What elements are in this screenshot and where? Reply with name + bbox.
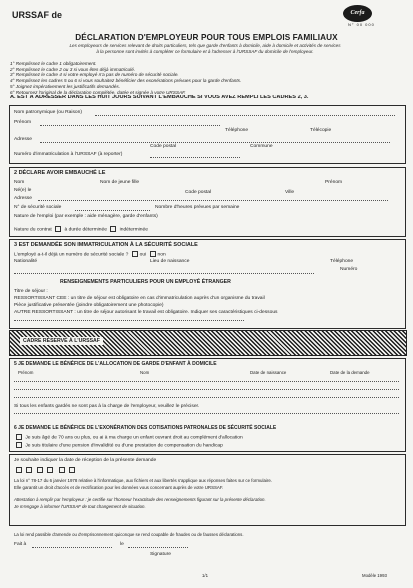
employee-postal-label: Code postal bbox=[185, 190, 212, 195]
employee-ssn-label: N° de sécurité sociale bbox=[14, 205, 62, 210]
exemption-2-text: Je suis titulaire d'une pension d'invalidité ou d'une prestation de compensation du handicap bbox=[25, 443, 223, 449]
commune-label: Commune bbox=[250, 144, 273, 149]
cdd-label: à durée déterminée bbox=[64, 227, 107, 233]
employee-city-label: Ville bbox=[285, 190, 295, 195]
birthdate-label: Né(e) le bbox=[14, 188, 32, 193]
cdd-checkbox[interactable] bbox=[55, 226, 61, 232]
frame-6-heading: 6 JE DEMANDE LE BÉNÉFICE DE L'EXONÉRATION DES COTISATIONS PATRONALES DE SÉCURITÉ SOCIALE bbox=[14, 425, 277, 431]
form-intro bbox=[30, 43, 380, 55]
exemption-1-checkbox[interactable] bbox=[16, 434, 22, 440]
childcare-note-field[interactable] bbox=[14, 413, 399, 414]
ssn-no-checkbox[interactable] bbox=[150, 251, 156, 257]
reserved-zone-label: CADRE RÉSERVÉ À L'URSSAF bbox=[20, 337, 103, 345]
address-label: Adresse bbox=[14, 137, 32, 142]
legal-warning: La loi rend passible d'amende ou d'emprisonnement quiconque se rend coupable de fraudes ou de fausses déclarations. bbox=[14, 532, 244, 537]
number-label: Numéro bbox=[340, 267, 358, 272]
cdi-checkbox[interactable] bbox=[110, 226, 116, 232]
existing-ssn-question bbox=[14, 251, 166, 257]
date-box[interactable] bbox=[69, 467, 75, 473]
exemption-option-1 bbox=[14, 434, 243, 440]
form-title: DÉCLARATION D'EMPLOYEUR POUR TOUS EMPLOIS FAMILIAUX bbox=[75, 33, 338, 42]
done-at-label: Fait à bbox=[14, 542, 27, 547]
childcare-note: Si tous les enfants gardés ne sont pas à la charge de l'employeur, veuillez le préciser. bbox=[14, 404, 200, 409]
employee-address-field[interactable] bbox=[38, 200, 388, 201]
column-last-name: Nom bbox=[140, 370, 150, 375]
employee-phone-label: Téléphone bbox=[330, 259, 354, 264]
name-label: Nom bbox=[14, 180, 25, 185]
instruction-item: 1° Remplissez le cadre 1 obligatoirement. bbox=[10, 61, 97, 66]
done-at-field[interactable] bbox=[32, 547, 112, 548]
nationality-label: Nationalité bbox=[14, 259, 38, 264]
org-name: URSSAF de bbox=[12, 10, 63, 20]
cdi-label: indéterminée bbox=[119, 227, 148, 233]
child-row-3[interactable] bbox=[14, 397, 399, 398]
exemption-1-text: Je suis âgé de 70 ans ou plus, ou ai à ma charge un enfant ouvrant droit au complément d'allocation bbox=[25, 435, 243, 441]
exemption-2-checkbox[interactable] bbox=[16, 442, 22, 448]
frame-2-heading: 2 DÉCLARE AVOIR EMBAUCHÉ LE bbox=[14, 170, 106, 176]
foreign-details-field[interactable] bbox=[14, 320, 244, 321]
ssn-yes-checkbox[interactable] bbox=[132, 251, 138, 257]
instruction-item: 6° Retournez l'original de la déclaration complétée, datée et signée à votre URSSAF. bbox=[10, 89, 186, 95]
given-name-label: Prénom bbox=[325, 180, 343, 185]
frame-3-heading: 3 EST DEMANDÉE SON IMMATRICULATION À LA SÉCURITÉ SOCIALE bbox=[14, 242, 198, 248]
date-box[interactable] bbox=[26, 467, 32, 473]
employer-name-label: Nom patronymique (ou Raison) bbox=[14, 110, 82, 115]
employee-ssn-field[interactable] bbox=[75, 210, 150, 211]
form-reference: Modèle 1993 bbox=[362, 573, 387, 578]
cerfa-number: N° 00 000 bbox=[348, 22, 375, 27]
instruction-item: 5° Joignez impérativement les justificatifs demandés. bbox=[10, 83, 120, 89]
reserved-hatched-zone bbox=[9, 330, 407, 356]
exemption-option-2 bbox=[14, 442, 223, 448]
page-number: 1/1 bbox=[202, 573, 208, 578]
date-box[interactable] bbox=[59, 467, 65, 473]
address-field[interactable] bbox=[40, 142, 390, 143]
frame-5-heading: 5 JE DEMANDE LE BÉNÉFICE DE L'ALLOCATION DE GARDE D'ENFANT À DOMICILE bbox=[14, 361, 217, 367]
birthplace-label: Lieu de naissance bbox=[150, 259, 190, 264]
instruction-item: 4° Remplissez les cadres 5 ou 6 si vous souhaitez bénéficier des exonérations prévues pour la garde d'enfants. bbox=[10, 78, 242, 84]
child-row-2[interactable] bbox=[14, 389, 399, 390]
ssn-yes-label: oui bbox=[139, 252, 147, 258]
foreign-other-text: AUTRE RESSORTISSANT : un titre de séjour autorisant le travail est obligatoire. Indiquer ses caractéristiques ci-dessous bbox=[14, 310, 278, 315]
attestation-1: Attestation à remplir par l'employeur : je certifie sur l'honneur l'exactitude des renseignements figurant sur la présente déclaration. bbox=[14, 497, 266, 502]
legal-text-1: La loi n° 78-17 du 6 janvier 1978 relative à l'informatique, aux fichiers et aux libertés s'applique aux réponses faites sur ce formulaire. bbox=[14, 478, 272, 483]
child-row-1[interactable] bbox=[14, 381, 399, 382]
date-box[interactable] bbox=[47, 467, 53, 473]
date-label: le bbox=[120, 542, 124, 547]
frame-6-box bbox=[9, 454, 406, 526]
maiden-name-label: Nom de jeune fille bbox=[100, 180, 140, 185]
instruction-item: 2° Remplissez le cadre 2 ou 3 si vous êtes déjà immatriculé. bbox=[10, 66, 136, 72]
column-first-name: Prénom bbox=[18, 370, 34, 375]
urssaf-number-label: Numéro d'immatriculation à l'URSSAF (à reporter) bbox=[14, 152, 123, 157]
legal-text-2: Elle garantit un droit d'accès et de rectification pour les données vous concernant auprès de votre URSSAF. bbox=[14, 485, 224, 490]
foreign-eec-text: RESSORTISSANT CEE : un titre de séjour est obligatoire en cas d'immatriculation auprès d'un organisme du travail bbox=[14, 296, 265, 301]
date-box[interactable] bbox=[37, 467, 43, 473]
employer-name-field[interactable] bbox=[95, 115, 395, 116]
instructions-list bbox=[10, 61, 400, 101]
job-nature-label: Nature de l'emploi (par exemple : aide ménagère, garde d'enfants) bbox=[14, 214, 158, 219]
foreigner-banner: RENSEIGNEMENTS PARTICULIERS POUR UN EMPLOYÉ ÉTRANGER bbox=[60, 279, 231, 285]
foreign-document-text: Pièce justificative présentée (joindre obligatoirement une photocopie) bbox=[14, 303, 164, 308]
foreign-permit-label: Titre de séjour : bbox=[14, 289, 48, 294]
fax-label: Télécopie bbox=[310, 128, 332, 133]
hours-label: Nombre d'heures prévues par semaine bbox=[155, 205, 240, 210]
date-boxes bbox=[14, 467, 77, 473]
column-birthdate: Date de naissance bbox=[250, 370, 287, 375]
registration-field[interactable] bbox=[14, 273, 314, 274]
instruction-item: A. EST À ADRESSER DANS LES HUIT JOURS SUIVANT L'EMBAUCHE SI VOUS AVEZ REMPLI LES CADRES 2, 3. bbox=[10, 95, 309, 101]
date-question: Je souhaite indiquer la date de réception de la présente demande bbox=[14, 458, 157, 463]
ssn-question-text: L'employé a-t-il déjà un numéro de sécurité sociale ? bbox=[14, 252, 129, 258]
contract-nature-label bbox=[14, 226, 148, 232]
attestation-2: Je m'engage à informer l'URSSAF de tout changement de situation. bbox=[14, 504, 146, 509]
contract-label: Nature du contrat bbox=[14, 227, 52, 233]
instruction-item: 3° Remplissez le cadre 4 si votre employé n'a pas de numéro de sécurité sociale. bbox=[10, 72, 179, 78]
first-name-label: Prénom bbox=[14, 120, 32, 125]
signature-label: Signature bbox=[150, 552, 171, 557]
ssn-no-label: non bbox=[157, 252, 166, 258]
date-field[interactable] bbox=[128, 547, 188, 548]
postal-label: Code postal bbox=[150, 144, 177, 149]
intro-line: à la personne sont invités à compléter ce formulaire et à l'adresser à l'URSSAF du domicile de l'employeur. bbox=[96, 49, 314, 54]
urssaf-number-field[interactable] bbox=[150, 157, 240, 158]
intro-line: Les employeurs de services relevant de droits particuliers, tels que garde d'enfants à domicile, aide à domicile et activités de services bbox=[69, 43, 341, 48]
phone-label: Téléphone bbox=[225, 128, 249, 133]
first-name-field[interactable] bbox=[40, 125, 220, 126]
date-box[interactable] bbox=[16, 467, 22, 473]
cerfa-logo: Cerfa bbox=[343, 5, 372, 22]
employee-address-label: Adresse bbox=[14, 196, 32, 201]
column-request-date: Date de la demande bbox=[330, 370, 370, 375]
